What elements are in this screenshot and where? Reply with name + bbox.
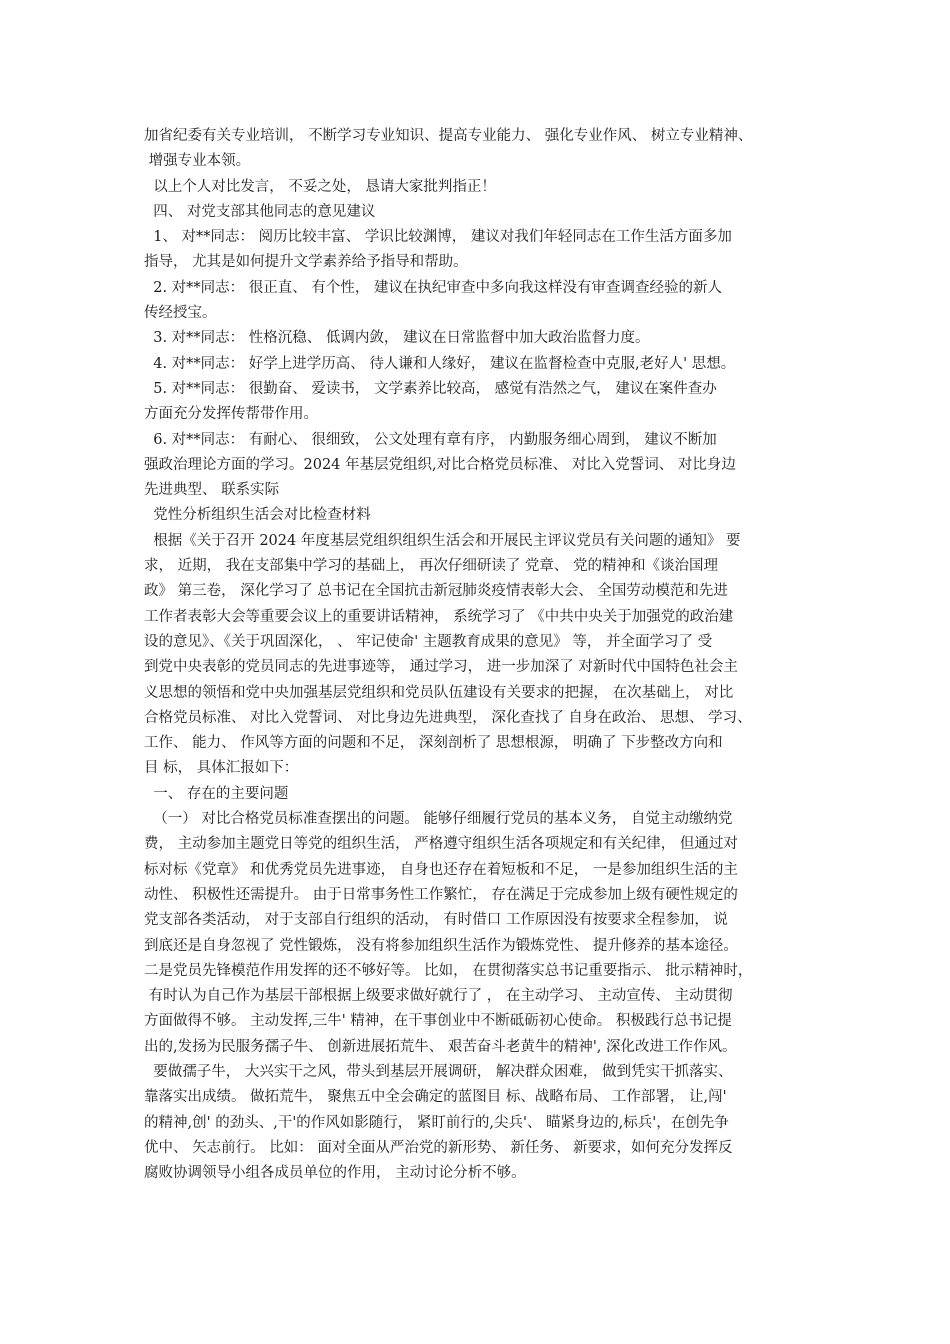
text-line: 的精神,创' 的劲头、,干'的作风如影随行， 紧盯前行的,尖兵'、 瞄紧身边的,标兵'，在创先争 — [144, 1114, 729, 1131]
text-line: 工作者表彰大会等重要会议上的重要讲话精神， 系统学习了 《中共中央关于加强党的政治建 — [144, 608, 734, 625]
text-line: 二是党员先锋模范作用发挥的还不够好等。 比如， 在贯彻落实总书记重要指示、 批示精神时， — [144, 962, 753, 979]
text-line: 指导， 尤其是如何提升文学素养给予指导和帮助。 — [144, 254, 468, 271]
text-line: 有时认为自己作为基层干部根据上级要求做好就行了 ， 在主动学习、 主动宣传、 主动贯彻 — [144, 988, 733, 1005]
text-line: 2. 对**同志： 很正直、 有个性， 建议在执纪审查中多向我这样没有审查调查经验的新人 — [144, 279, 722, 296]
text-line: 设的意见》、《关于巩固深化， 、 牢记使命' 主题教育成果的意见》 等， 并全面学习了 受 — [144, 633, 713, 650]
text-line: 先进典型、 联系实际 — [144, 482, 280, 499]
text-line: 标对标《党章》 和优秀党员先进事迹， 自身也还存在着短板和不足， 一是参加组织生活的主 — [144, 861, 738, 878]
text-line: 政》 第三卷， 深化学习了 总书记在全国抗击新冠肺炎疫情表彰大会、 全国劳动模范和先进 — [144, 583, 728, 600]
text-line: 1、 对**同志： 阅历比较丰富、 学识比较渊博， 建议对我们年轻同志在工作生活方面多加 — [144, 229, 732, 246]
text-line: 目 标， 具体汇报如下： — [144, 760, 299, 777]
text-line: 根据《关于召开 2024 年度基层党组织组织生活会和开展民主评议党员有关问题的通知》 要 — [144, 532, 741, 549]
text-line: 加省纪委有关专业培训， 不断学习专业知识、提高专业能力、 强化专业作风、 树立专业精神、 — [144, 128, 753, 144]
text-line: 一、 存在的主要问题 — [144, 785, 289, 802]
text-line: 要做孺子牛， 大兴实干之风，带头到基层开展调研， 解决群众困难， 做到凭实干抓落实、 — [144, 1063, 733, 1080]
text-line: 出的,发扬为民服务孺子牛、 创新进展拓荒牛、 艰苦奋斗老黄牛的精神', 深化改进工作作风。 — [144, 1038, 737, 1055]
text-line: 方面充分发挥传帮带作用。 — [144, 406, 318, 423]
text-line: 以上个人对比发言， 不妥之处， 恳请大家批判指正！ — [144, 178, 496, 195]
text-line: （一） 对比合格党员标准查摆出的问题。 能够仔细履行党员的基本义务， 自觉主动缴纳党 — [144, 811, 733, 828]
text-line: 费， 主动参加主题党日等党的组织生活， 严格遵守组织生活各项规定和有关纪律， 但通过对 — [144, 836, 738, 853]
text-line: 工作、 能力、 作风等方面的问题和不足， 深刻剖析了 思想根源， 明确了 下步整改方向和 — [144, 735, 723, 752]
text-line: 到党中央表彰的党员同志的先进事迹等， 通过学习， 进一步加深了 对新时代中国特色社会主 — [144, 659, 738, 676]
text-line: 3. 对**同志： 性格沉稳、 低调内敛， 建议在日常监督中加大政治监督力度。 — [144, 330, 650, 347]
text-line: 党性分析组织生活会对比检查材料 — [144, 507, 371, 524]
text-line: 优中、 矢志前行。 比如： 面对全面从严治党的新形势、 新任务、 新要求，如何充分发挥反 — [144, 1139, 733, 1156]
text-line: 党支部各类活动， 对于支部自行组织的活动， 有时借口 工作原因没有按要求全程参加， 说 — [144, 912, 728, 929]
document-body — [144, 124, 824, 1186]
text-line: 求， 近期， 我在支部集中学习的基础上， 再次仔细研读了 党章、 党的精神和《谈治国理 — [144, 558, 719, 575]
text-line: 合格党员标准、 对比入党誓词、 对比身边先进典型， 深化查找了 自身在政治、 思想、 学习、 — [144, 709, 752, 726]
text-line: 强政治理论方面的学习。2024 年基层党组织,对比合格党员标准、 对比入党誓词、 对比身边 — [144, 456, 736, 473]
text-line: 腐败协调领导小组各成员单位的作用， 主动讨论分析不够。 — [144, 1165, 526, 1182]
text-line: 四、 对党支部其他同志的意见建议 — [144, 203, 376, 220]
text-line: 方面做得不够。 主动发挥,三牛' 精神，在干事创业中不断砥砺初心使命。 积极践行总书记提 — [144, 1013, 732, 1030]
text-line: 6. 对**同志： 有耐心、 很细致， 公文处理有章有序， 内勤服务细心周到， 建议不断加 — [144, 431, 717, 448]
text-line: 5. 对**同志： 很勤奋、 爱读书， 文学素养比较高， 感觉有浩然之气， 建议在案件查办 — [144, 380, 717, 397]
text-line: 到底还是自身忽视了 党性锻炼， 没有将参加组织生活作为锻炼党性、 提升修养的基本途径。 — [144, 937, 738, 954]
text-line: 4. 对**同志： 好学上进学历高、 待人谦和人缘好， 建议在监督检查中克服,老好人' 思想。 — [144, 355, 736, 372]
text-line: 动性、 积极性还需提升。 由于日常事务性工作繁忙， 存在满足于完成参加上级有硬性规定的 — [144, 886, 738, 903]
text-line: 义思想的领悟和党中央加强基层党组织和党员队伍建设有关要求的把握， 在次基础上， 对比 — [144, 684, 734, 701]
text-line: 传经授宝。 — [144, 305, 217, 322]
text-line: 增强专业本领。 — [144, 153, 251, 170]
text-line: 靠落实出成绩。 做拓荒牛， 聚焦五中全会确定的蓝图目 标、战略布局、 工作部署， 让,闯' — [144, 1089, 727, 1106]
